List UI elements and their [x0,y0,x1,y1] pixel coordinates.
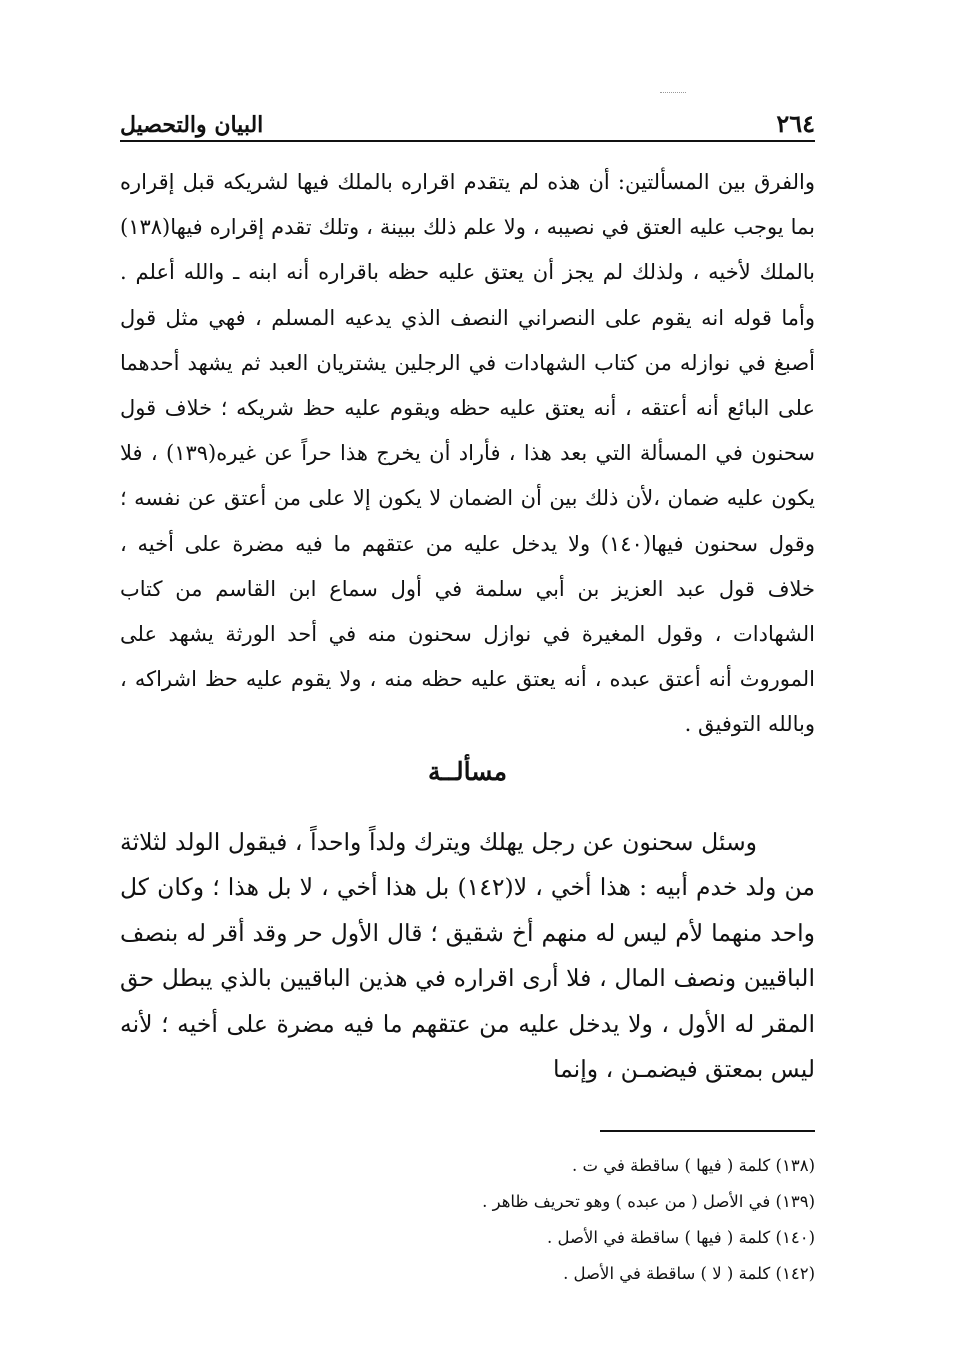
footnote-139: (١٣٩) في الأصل ( من عبده ) وهو تحريف ظاهر . [482,1192,815,1211]
paragraph-2: وسئل سحنون عن رجل يهلك ويترك ولداً واحداً ، فيقول الولد لثلاثة من ولد خدم أبيه : هذا أخي ، لا(١٤٢) بل هذا أخي ، لا بل هذا ؛ وكان كل واحد منهما لأم ليس له منهم أخ شقيق ؛ قال الأول حر وقد أقر له بنصف الباقيين ونصف المال ، فلا أرى اقراره في هذين الباقيين بالذي يبطل حق المقر له الأول ، ولا يدخل عليه من عتقهم ما فيه مضرة على أخيه ؛ لأنه ليس بمعتق فيضمـن ، وإنما [120,828,815,1084]
paragraph-1: والفرق بين المسألتين: أن هذه لم يتقدم اقراره بالملك فيها لشريكه قبل إقراره بما يوجب عليه العتق في نصيبه ، ولا علم ذلك ببينة ، وتلك تقدم إقراره فيها(١٣٨) بالملك لأخيه ، ولذلك لم يجز أن يعتق عليه حظه باقراره أنه ابنه ـ والله أعلم . وأما قوله انه يقوم على النصراني النصف الذي يدعيه المسلم ، فهي مثل قول أصبغ في نوازله من كتاب الشهادات في الرجلين يشتريان العبد ثم يشهد أحدهما على البائع أنه أعتقه ، أنه يعتق عليه حظه ويقوم عليه حظ شريكه ؛ خلاف قول سحنون في المسألة التي بعد هذا ، فأراد أن يخرج هذا حراً عن غيره(١٣٩) ، فلا يكون عليه ضمان ،لأن ذلك بين أن الضمان لا يكون إلا على من أعتق عن نفسه ؛ وقول سحنون فيها(١٤٠) ولا يدخل عليه من عتقهم ما فيه مضرة على أخيه ، خلاف قول عبد العزيز بن أبي سلمة في أول سماع ابن القاسم من كتاب الشهادات ، وقول المغيرة في نوازل سحنون منه في أحد الورثة يشهد على الموروث أنه أعتق عبده ، أنه يعتق عليه حظه منه ، ولا يقوم عليه حظ اشراكه ، وبالله التوفيق . [120,170,815,737]
book-title: البيان والتحصيل [120,112,264,138]
footnotes [120,1148,815,1292]
footnote-rule [600,1130,815,1132]
section-heading: مسألــة [428,757,507,786]
header-rule [120,140,815,142]
second-text-block [120,820,815,1092]
main-text-block [120,160,815,748]
footnote-140: (١٤٠) كلمة ( فيها ) ساقطة في الأصل . [546,1228,815,1247]
page-header [120,98,815,138]
print-speck [660,92,686,95]
footnote-142: (١٤٢) كلمة ( لا ) ساقطة في الأصل . [563,1264,815,1283]
page-number: ٢٦٤ [776,109,815,138]
footnote-138: (١٣٨) كلمة ( فيها ) ساقطة في ت . [571,1156,815,1175]
